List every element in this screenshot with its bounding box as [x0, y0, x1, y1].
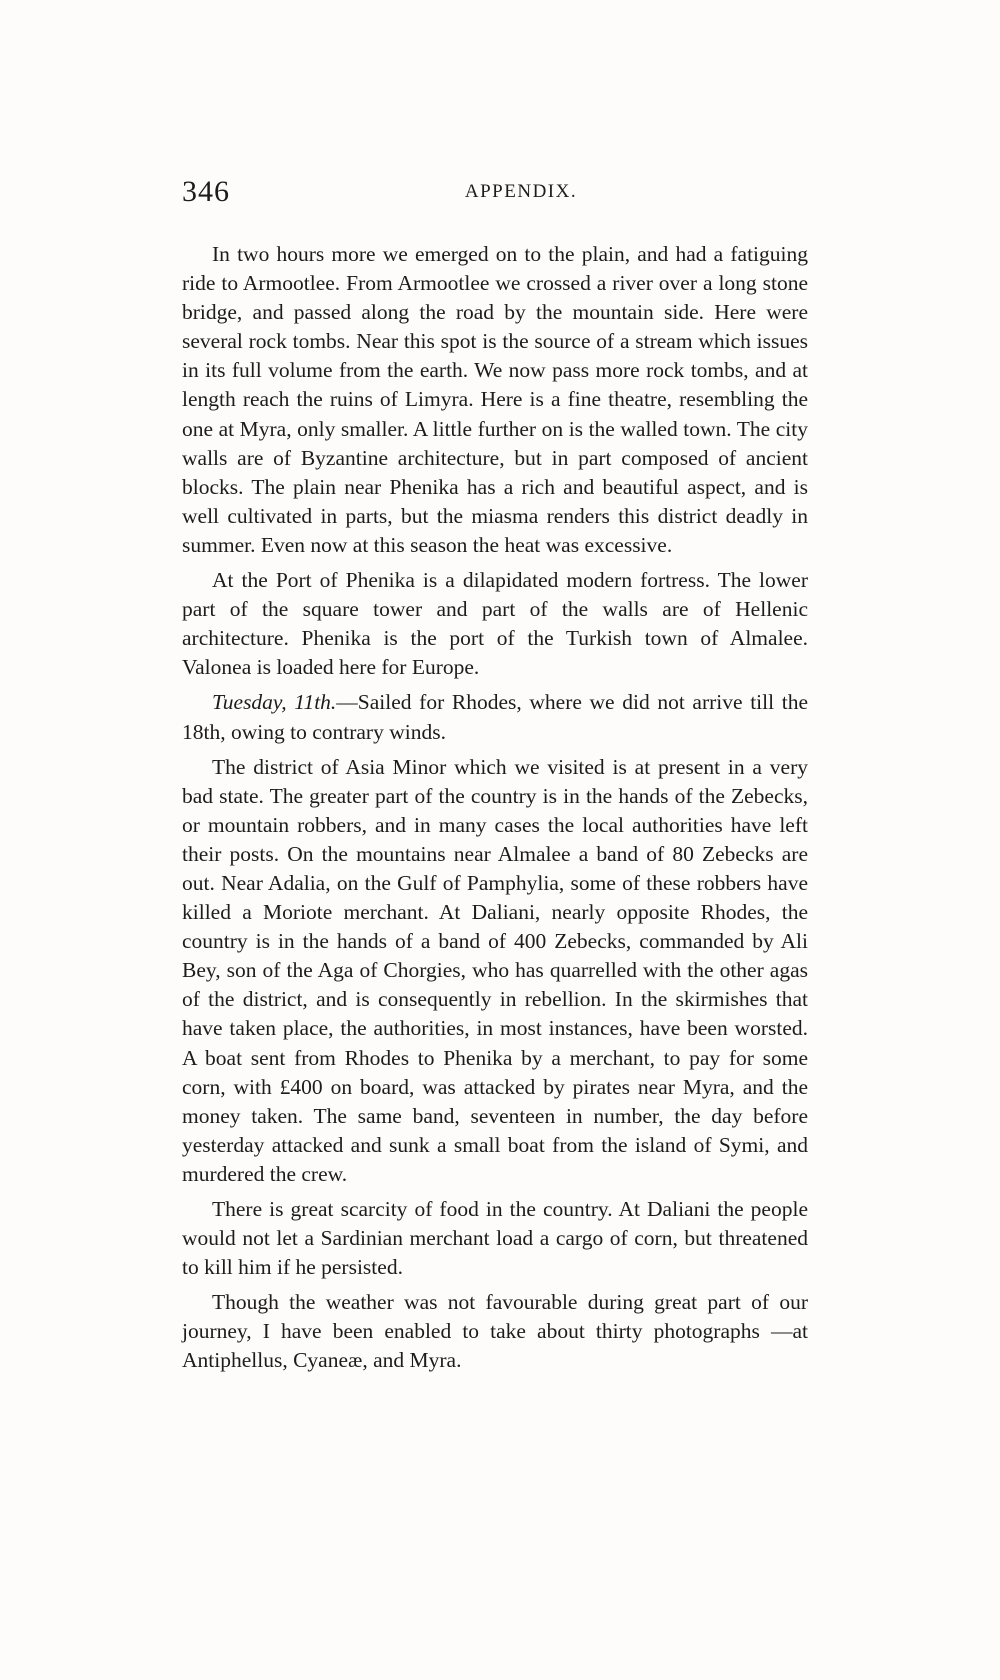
body-text: [182, 240, 808, 1382]
paragraph: In two hours more we emerged on to the plain, and had a fatiguing ride to Armootlee. From Armootlee we crossed a river over a long stone bridge, and passed along the road by the mountain side. Here were several rock tombs. Near this spot is the source of a stream which issues in its full volume from the earth. We now pass more rock tombs, and at length reach the ruins of Limyra. Here is a fine theatre, resembling the one at Myra, only smaller. A little further on is the walled town. The city walls are of Byzantine architecture, but in part composed of ancient blocks. The plain near Phenika has a rich and beautiful aspect, and is well cultivated in parts, but the miasma renders this district deadly in summer. Even now at this season the heat was excessive.: [182, 242, 808, 557]
paragraph: Tuesday, 11th.—Sailed for Rhodes, where we did not arrive till the 18th, owing to contrary winds.: [182, 690, 808, 744]
paragraph: At the Port of Phenika is a dilapidated modern fortress. The lower part of the square tower and part of the walls are of Hellenic architecture. Phenika is the port of the Turkish town of Almalee. Valonea is loaded here for Europe.: [182, 568, 808, 680]
paragraph: Though the weather was not favourable during great part of our journey, I have been enabled to take about thirty photographs —at Antiphellus, Cyaneæ, and Myra.: [182, 1290, 808, 1373]
running-head: APPENDIX.: [464, 181, 578, 202]
page-header: [182, 175, 820, 215]
paragraph: The district of Asia Minor which we visited is at present in a very bad state. The greater part of the country is in the hands of the Zebecks, or mountain robbers, and in many cases the local authorities have left their posts. On the mountains near Almalee a band of 80 Zebecks are out. Near Adalia, on the Gulf of Pamphylia, some of these robbers have killed a Moriote merchant. At Daliani, nearly opposite Rhodes, the country is in the hands of a band of 400 Zebecks, commanded by Ali Bey, son of the Aga of Chorgies, who has quarrelled with the other agas of the district, and is consequently in rebellion. In the skirmishes that have taken place, the authorities, in most instances, have been worsted. A boat sent from Rhodes to Phenika by a merchant, to pay for some corn, with £400 on board, was attacked by pirates near Myra, and the money taken. The same band, seventeen in number, the day before yesterday attacked and sunk a small boat from the island of Symi, and murdered the crew.: [182, 754, 808, 1186]
date-lead: Tuesday, 11th.: [212, 690, 337, 715]
page-number: 346: [182, 175, 230, 208]
paragraph: There is great scarcity of food in the country. At Daliani the people would not let a Sardinian merchant load a cargo of corn, but threatened to kill him if he persisted.: [182, 1197, 808, 1280]
